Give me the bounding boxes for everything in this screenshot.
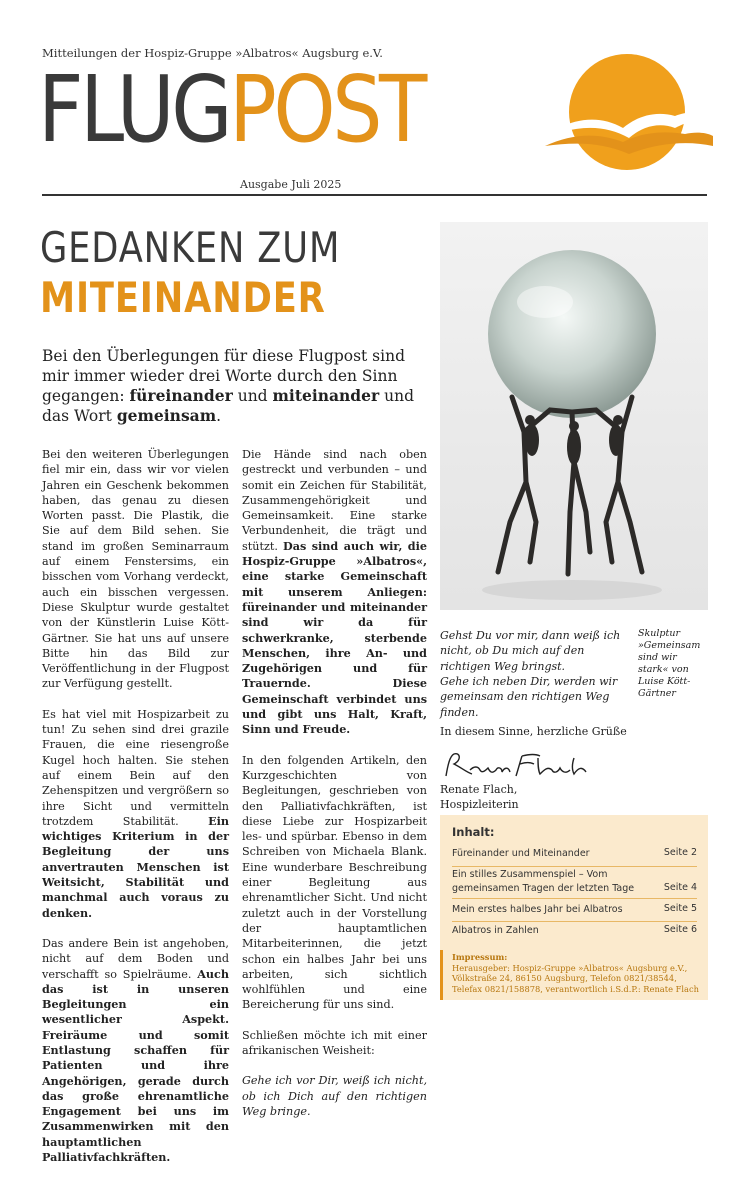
contents-title: Inhalt: [452, 825, 495, 839]
toc-item-title: Mein erstes halbes Jahr bei Albatros [452, 904, 623, 915]
toc-item-page: Seite 2 [663, 847, 697, 858]
lead-paragraph [42, 346, 422, 426]
toc-item-title: Albatros in Zahlen [452, 925, 539, 936]
headline-line2: MITEINANDER [40, 273, 326, 322]
text-run: Schließen möchte ich mit einer afrikanischen Weisheit: [242, 1028, 427, 1057]
signer-name: Renate Flach, [440, 783, 518, 796]
handwritten-signature [440, 750, 590, 782]
brand-part-flug: FLUG [38, 56, 230, 163]
text-run: Das andere Bein ist angehoben, nicht auf dem Boden und verschafft so Spielräume. [42, 936, 229, 981]
toc-item-page: Seite 6 [663, 924, 697, 935]
body-paragraph [42, 447, 229, 692]
text-run: und [232, 387, 273, 405]
text-run: . [216, 407, 222, 425]
text-run: Gehe ich vor Dir, weiß ich nicht, ob ich Dich auf den richtigen Weg bringe. [242, 1074, 427, 1118]
toc-divider [452, 898, 697, 899]
brand-title [38, 56, 424, 163]
body-paragraph [242, 1028, 427, 1059]
quote-2: Gehe ich neben Dir, werden wir gemeinsam den richtigen Weg finden. [440, 675, 618, 719]
brand-part-post: POST [229, 56, 424, 163]
body-paragraph [42, 707, 229, 921]
text-run: füreinander [129, 386, 233, 405]
body-paragraph [242, 1073, 427, 1119]
body-paragraph [242, 447, 427, 738]
text-run: Es hat viel mit Hospizarbeit zu tun! Zu sehen sind drei grazile Frauen, die eine riesengroße Kugel hoch halten. Sie stehen auf einem Bein auf den Zehenspitzen und vergrößern so ihre Sicht und vermitteln trotzdem Stabilität. [42, 707, 229, 828]
text-run: Ein wichtiges Kriterium in der Begleitung der uns anvertrauten Menschen ist Weitsicht, Stabilität und manchmal auch voraus zu denken. [42, 813, 229, 920]
signer-block [440, 782, 519, 812]
text-run: Das sind auch wir, die Hospiz-Gruppe »Albatros«, eine starke Gemeinschaft mit unserem Anliegen: füreinander und miteinander sind wir da für schwerkranke, sterbende Menschen, ihre An- und Zugehörigen und für Trauernde. Diese Gemeinschaft verbindet uns und gibt uns Halt, Kraft, Sinn und Freude. [242, 538, 427, 737]
text-run: Bei den Überlegungen für diese Flugpost sind mir immer wieder drei Worte durch den Sinn gegangen: [42, 347, 406, 405]
headline-line1: GEDANKEN ZUM [40, 223, 341, 272]
body-column-2 [242, 447, 427, 1134]
toc-divider [452, 921, 697, 922]
imprint-accent-bar [440, 950, 443, 1000]
albatros-sun-logo [535, 50, 713, 185]
imprint [452, 952, 702, 994]
sculpture-photo [440, 222, 708, 610]
text-run: Auch das ist in unseren Begleitungen ein wesentlicher Aspekt. Freiräume und somit Entlastung schaffen für Patienten und ihre Angehörigen, gerade durch das große ehrenamtliche Engagement bei uns im Zusammenwirken mit den hauptamtlichen Palliativfachkräften. [42, 966, 229, 1165]
quote-1: Gehst Du vor mir, dann weiß ich nicht, ob Du mich auf den richtigen Weg bringst. [440, 629, 621, 673]
toc-item-title: Ein stilles Zusammenspiel – Vom gemeinsamen Tragen der letzten Tage [452, 869, 635, 894]
body-column-1 [42, 447, 229, 1180]
toc-item-page: Seite 5 [663, 903, 697, 914]
signer-role: Hospizleiterin [440, 798, 519, 811]
body-paragraph [42, 936, 229, 1165]
imprint-text: Herausgeber: Hospiz-Gruppe »Albatros« Augsburg e.V., Völkstraße 24, 86150 Augsburg, Telefon 0821/38544, Telefax 0821/158878, verantwortlich i.S.d.P.: Renate Flach [452, 962, 699, 994]
masthead-subtitle: Mitteilungen der Hospiz-Gruppe »Albatros« Augsburg e.V. [42, 46, 383, 60]
text-run: gemeinsam [116, 406, 217, 425]
photo-caption: Skulptur »Gemeinsam sind wir stark« von Luise Kött-Gärtner [638, 628, 701, 699]
greeting: In diesem Sinne, herzliche Grüße [440, 725, 627, 738]
toc-item-page: Seite 4 [663, 882, 697, 893]
toc-item-title: Füreinander und Miteinander [452, 848, 590, 859]
imprint-label: Impressum: [452, 952, 508, 962]
text-run: und das Wort [42, 387, 415, 425]
body-paragraph [242, 753, 427, 1013]
toc-divider [452, 866, 697, 867]
text-run: Bei den weiteren Überlegungen fiel mir ein, dass wir vor vielen Jahren ein Geschenk bekommen haben, das genau zu diesen Worten passt. Die Plastik, die Sie auf dem Bild sehen. Sie stand im großen Seminarraum auf einem Fenstersims, ein bisschen vom Vorhang verdeckt, auch ein bisschen vergessen. Diese Skulptur wurde gestaltet von der Künstlerin Luise Kött-Gärtner. Sie hat uns auf unsere Bitte hin das Bild zur Veröffentlichung in der Flugpost zur Verfügung gestellt. [42, 448, 229, 691]
text-run: In den folgenden Artikeln, den Kurzgeschichten von Begleitungen, geschrieben von den Palliativfachkräften, ist diese Liebe zur Hospizarbeit les- und spürbar. Ebenso in dem Schreiben von Michaela Blank. Eine wunderbare Beschreibung einer Begleitung aus ehrenamtlicher Sicht. Und nicht zuletzt auch in der Vorstellung der hauptamtlichen Mitarbeiterinnen, die jetzt schon ein halbes Jahr bei uns arbeiten, sich sichtlich wohlfühlen und eine Bereicherung für uns sind. [242, 753, 427, 1012]
header-divider [42, 194, 707, 196]
issue-date: Ausgabe Juli 2025 [240, 178, 342, 191]
sculpture-illustration [440, 222, 708, 610]
text-run: miteinander [272, 386, 380, 405]
text-run: Die Hände sind nach oben gestreckt und verbunden – und somit ein Zeichen für Stabilität, Zusammengehörigkeit und Gemeinsamkeit. Eine starke Verbundenheit, die trägt und stützt. [242, 448, 427, 553]
